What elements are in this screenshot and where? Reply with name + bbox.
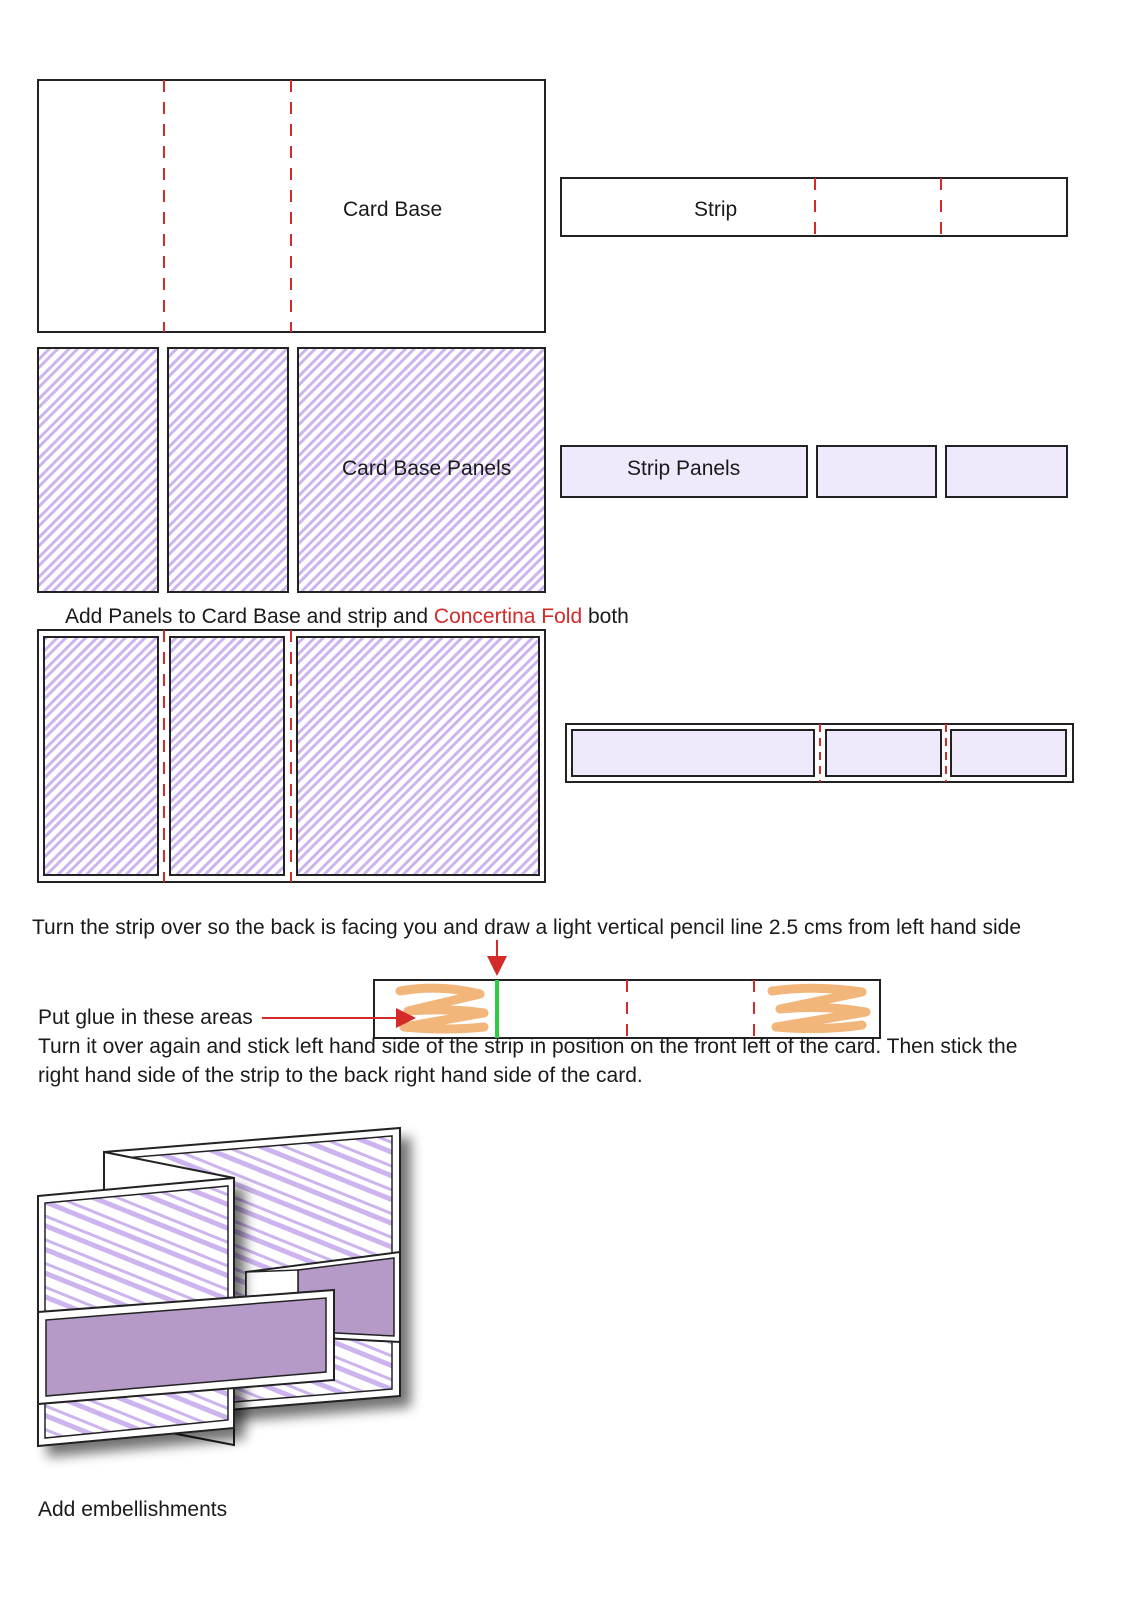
card-base-panels (38, 348, 545, 592)
strip-panel (817, 446, 936, 497)
strip-panel (946, 446, 1067, 497)
strip-panel (951, 730, 1066, 776)
card-base (38, 80, 545, 332)
step1-suffix: both (582, 605, 629, 628)
strip-panels (561, 446, 1067, 497)
step1-prefix: Add Panels to Card Base and strip and (65, 605, 434, 628)
panel (44, 637, 158, 875)
strip-panel (572, 730, 814, 776)
glue-instruction: Put glue in these areas (38, 1006, 253, 1029)
step3-instruction-line1: Turn it over again and stick left hand side of the strip in position on the front left of the card. Then stick the (38, 1035, 1018, 1058)
step1-instruction (65, 603, 629, 631)
panel (168, 348, 288, 592)
strip-back (374, 980, 880, 1038)
card-base-assembled (38, 630, 545, 882)
step4-instruction: Add embellishments (38, 1498, 228, 1521)
strip-assembled (566, 724, 1073, 782)
step2-instruction: Turn the strip over so the back is facing you and draw a light vertical pencil line 2.5 cms from left hand side (32, 916, 1022, 939)
card-base-label: Card Base (343, 198, 443, 221)
finished-card (38, 1128, 400, 1446)
strip-label: Strip (694, 198, 738, 221)
strip-panel (826, 730, 941, 776)
panel (170, 637, 284, 875)
panel (38, 348, 158, 592)
strip (561, 178, 1067, 236)
card-base-panels-label: Card Base Panels (342, 457, 512, 480)
concertina-fold-highlight: Concertina Fold (433, 605, 583, 628)
step3-instruction-line2: right hand side of the strip to the back right hand side of the card. (38, 1064, 643, 1087)
strip-panels-label: Strip Panels (627, 457, 741, 480)
panel (297, 637, 539, 875)
